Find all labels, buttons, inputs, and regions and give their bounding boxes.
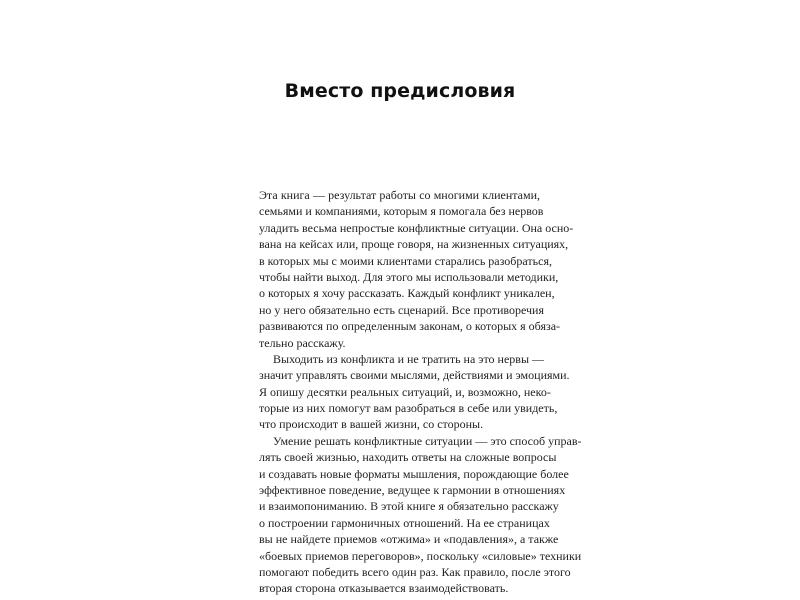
- paragraph-3: [259, 433, 582, 597]
- text-line: семьями и компаниями, которым я помогала без нервов: [259, 204, 544, 219]
- text-line: о которых я хочу рассказать. Каждый конфликт уникален,: [259, 286, 555, 301]
- text-line: лять своей жизнью, находить ответы на сложные вопросы: [259, 450, 557, 465]
- text-line: Умение решать конфликтные ситуации — это способ управ-: [273, 433, 582, 448]
- text-line: тельно расскажу.: [259, 335, 346, 350]
- text-line: о построении гармоничных отношений. На ее страницах: [259, 515, 550, 530]
- text-line: значит управлять своими мыслями, действиями и эмоциями.: [259, 368, 570, 383]
- text-line: и взаимопониманию. В этой книге я обязательно расскажу: [259, 499, 559, 514]
- text-line: чтобы найти выход. Для этого мы использовали методики,: [259, 269, 559, 284]
- paragraph-1: [259, 187, 574, 351]
- text-line: вторая сторона отказывается взаимодействовать.: [259, 581, 509, 596]
- page-title: Вместо предисловия: [284, 80, 516, 102]
- paragraph-2: [259, 351, 570, 433]
- body-text: [259, 187, 582, 597]
- text-line: развиваются по определенным законам, о которых я обяза-: [259, 319, 561, 334]
- text-line: Выходить из конфликта и не тратить на это нервы —: [273, 351, 545, 366]
- text-line: помогают победить всего один раз. Как правило, после этого: [259, 564, 571, 579]
- text-line: и создавать новые форматы мышления, порождающие более: [259, 466, 569, 481]
- text-line: уладить весьма непростые конфликтные ситуации. Она осно-: [259, 220, 574, 235]
- text-line: «боевых приемов переговоров», поскольку «силовые» техники: [259, 548, 582, 563]
- text-line: торые из них помогут вам разобраться в себе или увидеть,: [259, 401, 558, 416]
- text-line: но у него обязательно есть сценарий. Все противоречия: [259, 302, 544, 317]
- text-line: Я опишу десятки реальных ситуаций, и, возможно, неко-: [259, 384, 551, 399]
- text-line: вана на кейсах или, проще говоря, на жизненных ситуациях,: [259, 237, 569, 252]
- text-line: в которых мы с моими клиентами старались разобраться,: [259, 253, 552, 268]
- text-line: что происходит в вашей жизни, со стороны.: [259, 417, 484, 432]
- text-line: вы не найдете приемов «отжима» и «подавления», а также: [259, 532, 559, 547]
- text-line: эффективное поведение, ведущее к гармонии в отношениях: [259, 483, 566, 498]
- text-line: Эта книга — результат работы со многими клиентами,: [259, 188, 540, 202]
